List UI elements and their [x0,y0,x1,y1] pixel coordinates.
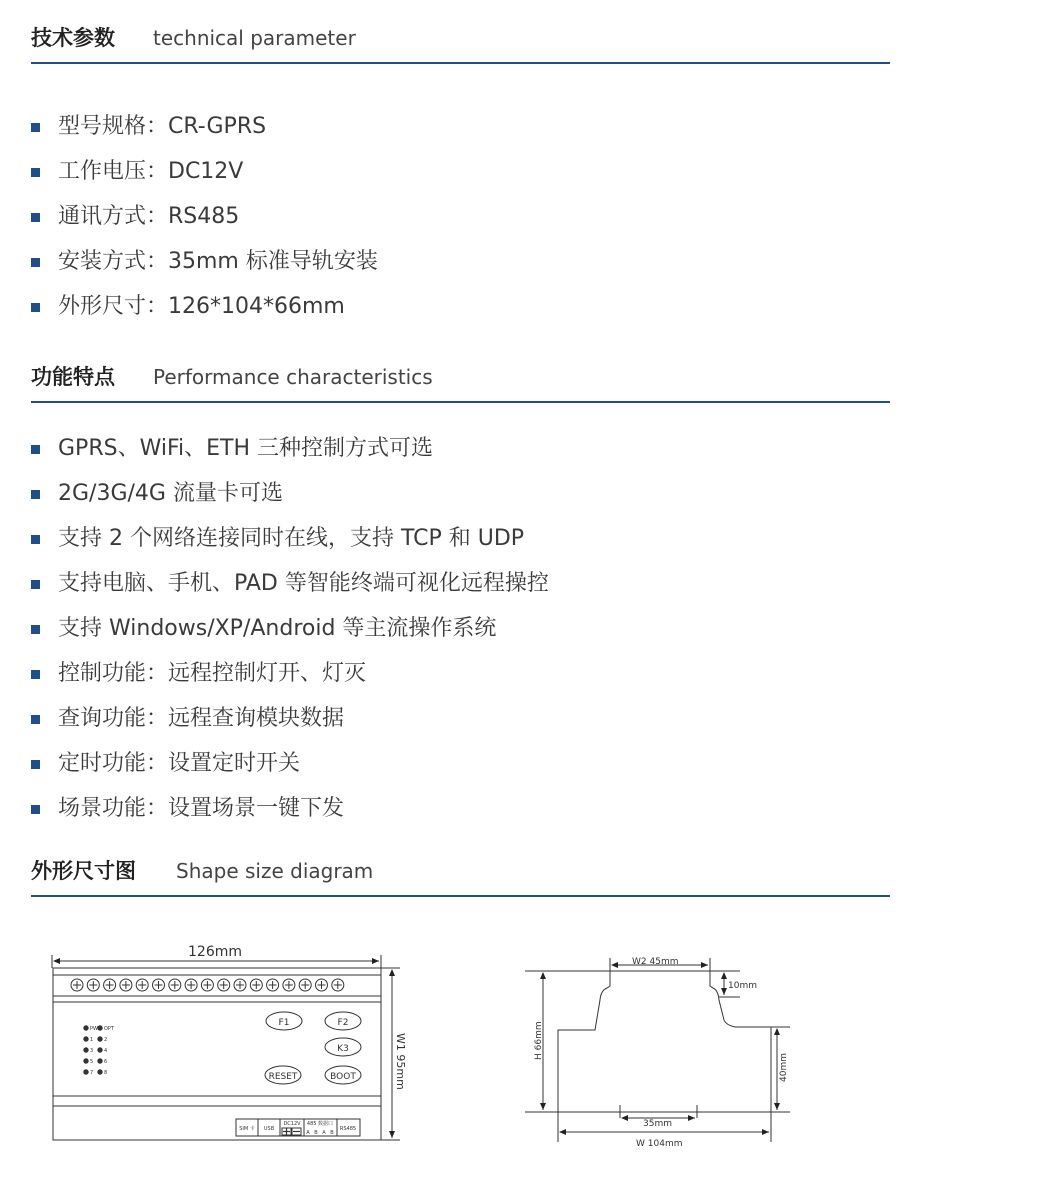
section-title-cn: 技术参数 [31,26,115,50]
h-label: H 66mm [534,1021,544,1060]
led-label: OPT [104,1026,115,1032]
led-icon [98,1048,102,1052]
led-label: PWR [90,1026,102,1032]
boot-label: BOOT [330,1072,356,1082]
port-dc-label: DC12V [283,1121,301,1127]
led-icon [98,1037,102,1041]
w2-label: W2 45mm [632,957,679,967]
list-item: 外形尺寸：126*104*66mm [31,284,378,329]
led-label: 1 [90,1037,94,1043]
w-label: W 104mm [636,1139,683,1149]
list-item: GPRS、WiFi、ETH 三种控制方式可选 [31,426,549,471]
led-label: 7 [90,1070,94,1076]
f2-label: F2 [337,1018,349,1028]
section-title-cn: 功能特点 [31,365,115,389]
list-item: 定时功能：设置定时开关 [31,741,549,786]
list-item: 安装方式：35mm 标准导轨安装 [31,239,378,284]
reset-label: RESET [268,1072,298,1082]
list-item: 查询功能：远程查询模块数据 [31,696,549,741]
side-profile [558,971,771,1112]
led-label: 6 [104,1059,108,1065]
right-height-label: 40mm [779,1053,789,1082]
front-height-label: W1 95mm [394,1033,407,1090]
list-item: 控制功能：远程控制灯开、灯灭 [31,651,549,696]
led-label: 4 [104,1048,108,1054]
section-title-en: technical parameter [153,26,356,50]
port-rs485-label: RS485 [339,1126,357,1132]
led-icon [84,1048,88,1052]
list-item: 2G/3G/4G 流量卡可选 [31,471,549,516]
led-icon [84,1059,88,1063]
list-item: 场景功能：设置场景一键下发 [31,786,549,831]
list-item: 支持 Windows/XP/Android 等主流操作系统 [31,606,549,651]
led-label: 2 [104,1037,108,1043]
section-title-en: Shape size diagram [176,859,374,883]
led-icon [98,1070,102,1074]
led-icon [84,1026,88,1030]
port-485-label: 485 数据口 [306,1121,334,1127]
list-item: 支持电脑、手机、PAD 等智能终端可视化远程操控 [31,561,549,606]
led-label: 5 [90,1059,94,1065]
section-title-cn: 外形尺寸图 [31,859,136,883]
k3-label: K3 [337,1044,349,1054]
led-label: 8 [104,1070,108,1076]
list-item: 型号规格：CR-GPRS [31,104,378,149]
top-step-label: 10mm [728,981,757,991]
port-sub-label: A [306,1130,310,1136]
f1-label: F1 [278,1018,290,1028]
led-icon [98,1059,102,1063]
section-title-en: Performance characteristics [153,365,433,389]
terminal-screws [71,979,344,991]
led-icon [84,1070,88,1074]
led-icon [84,1037,88,1041]
port-sim-label: SIM 卡 [239,1126,255,1132]
list-item: 工作电压：DC12V [31,149,378,194]
port-sub-label: A [322,1130,326,1136]
led-label: 3 [90,1048,94,1054]
rail-label: 35mm [643,1119,672,1129]
port-sub-label: B [330,1130,334,1136]
port-sub-label: B [314,1130,318,1136]
list-item: 通讯方式：RS485 [31,194,378,239]
front-width-label: 126mm [188,944,242,960]
list-item: 支持 2 个网络连接同时在线，支持 TCP 和 UDP [31,516,549,561]
port-usb-label: USB [263,1126,275,1132]
